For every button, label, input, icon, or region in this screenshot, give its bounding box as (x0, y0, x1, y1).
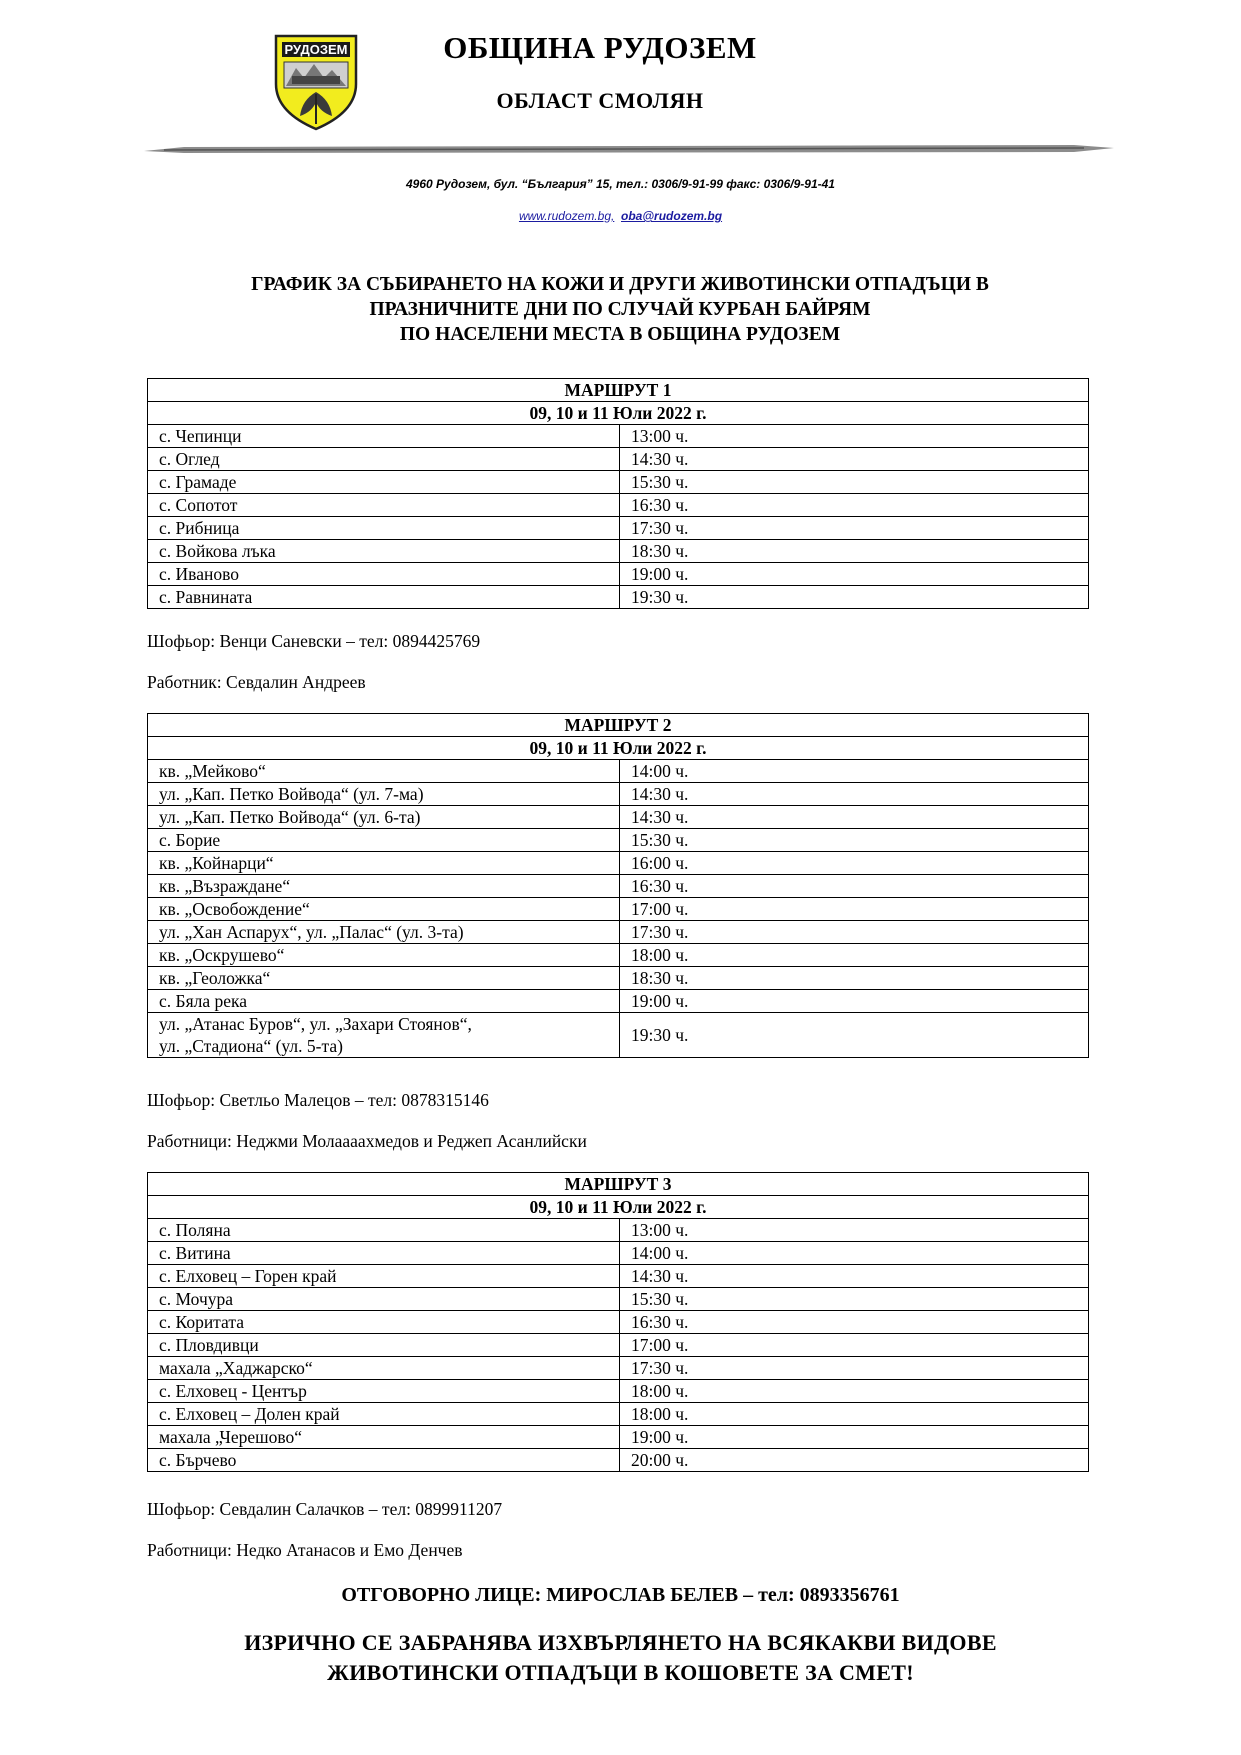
table-row (148, 1265, 1089, 1288)
stop-place: с. Мочура (148, 1288, 620, 1311)
route-name: МАРШРУТ 3 (148, 1173, 1089, 1196)
website-link[interactable]: www.rudozem.bg, (518, 209, 615, 223)
stop-time: 18:30 ч. (620, 540, 1089, 563)
table-row (148, 517, 1089, 540)
title-line-2: ПРАЗНИЧНИТЕ ДНИ ПО СЛУЧАЙ КУРБАН БАЙРЯМ (369, 299, 871, 320)
stop-time: 18:00 ч. (620, 1403, 1089, 1426)
contact-address: 4960 Рудозем, бул. “България” 15, тел.: 0306/9-91-99 факс: 0306/9-91-41 (406, 177, 835, 191)
table-row (148, 1288, 1089, 1311)
stop-time: 17:30 ч. (620, 921, 1089, 944)
stop-time: 20:00 ч. (620, 1449, 1089, 1472)
table-row (148, 1380, 1089, 1403)
stop-time: 14:00 ч. (620, 760, 1089, 783)
stop-place: с. Равнината (148, 586, 620, 609)
table-row (148, 494, 1089, 517)
stop-time: 19:30 ч. (620, 586, 1089, 609)
stop-place: с. Борие (148, 829, 620, 852)
stop-time: 17:30 ч. (620, 517, 1089, 540)
stop-place-line-1: ул. „Атанас Буров“, ул. „Захари Стоянов“, (159, 1014, 472, 1034)
table-row (148, 586, 1089, 609)
stop-time: 16:00 ч. (620, 852, 1089, 875)
title-line-3: ПО НАСЕЛЕНИ МЕСТА В ОБЩИНА РУДОЗЕМ (399, 324, 841, 345)
stop-time: 19:00 ч. (620, 563, 1089, 586)
stop-time: 14:30 ч. (620, 448, 1089, 471)
route-name: МАРШРУТ 2 (148, 714, 1089, 737)
table-row (148, 448, 1089, 471)
document-title (120, 272, 1120, 347)
contact-web (0, 209, 1241, 223)
table-row (148, 1449, 1089, 1472)
table-row (148, 875, 1089, 898)
route-dates: 09, 10 и 11 Юли 2022 г. (148, 1196, 1089, 1219)
stop-time: 17:00 ч. (620, 1334, 1089, 1357)
stop-place: кв. „Възраждане“ (148, 875, 620, 898)
table-row (148, 967, 1089, 990)
stop-place: кв. „Оскрушево“ (148, 944, 620, 967)
stop-time: 15:30 ч. (620, 829, 1089, 852)
stop-place: с. Пловдивци (148, 1334, 620, 1357)
stop-place: с. Бърчево (148, 1449, 620, 1472)
table-row (148, 1219, 1089, 1242)
route-1-table (147, 378, 1089, 609)
route-3-driver: Шофьор: Севдалин Салачков – тел: 0899911207 (147, 1499, 503, 1519)
stop-time: 15:30 ч. (620, 1288, 1089, 1311)
stop-place: с. Коритата (148, 1311, 620, 1334)
municipality-logo (272, 32, 360, 132)
table-row (148, 540, 1089, 563)
stop-place: с. Иваново (148, 563, 620, 586)
stop-place: с. Елховец – Долен край (148, 1403, 620, 1426)
route-dates: 09, 10 и 11 Юли 2022 г. (148, 737, 1089, 760)
table-row (148, 1426, 1089, 1449)
route-dates: 09, 10 и 11 Юли 2022 г. (148, 402, 1089, 425)
stop-time: 14:30 ч. (620, 806, 1089, 829)
stop-place: с. Бяла река (148, 990, 620, 1013)
table-row (148, 806, 1089, 829)
title-line-1: ГРАФИК ЗА СЪБИРАНЕТО НА КОЖИ И ДРУГИ ЖИВОТИНСКИ ОТПАДЪЦИ В (251, 274, 989, 295)
stop-place: кв. „Койнарци“ (148, 852, 620, 875)
stop-time: 15:30 ч. (620, 471, 1089, 494)
stop-time: 18:30 ч. (620, 967, 1089, 990)
warning-line-1: ИЗРИЧНО СЕ ЗАБРАНЯВА ИЗХВЪРЛЯНЕТО НА ВСЯКАКВИ ВИДОВЕ (244, 1630, 997, 1655)
stop-place: с. Елховец - Център (148, 1380, 620, 1403)
table-row (148, 1013, 1089, 1058)
table-row (148, 898, 1089, 921)
table-row (148, 852, 1089, 875)
stop-time: 16:30 ч. (620, 875, 1089, 898)
stop-time: 13:00 ч. (620, 1219, 1089, 1242)
table-row (148, 1311, 1089, 1334)
stop-place: с. Витина (148, 1242, 620, 1265)
table-row (148, 783, 1089, 806)
table-row (148, 1357, 1089, 1380)
logo-text: РУДОЗЕМ (284, 42, 348, 57)
table-row (148, 829, 1089, 852)
table-row (148, 425, 1089, 448)
table-row (148, 921, 1089, 944)
stop-time: 13:00 ч. (620, 425, 1089, 448)
stop-place: кв. „Освобождение“ (148, 898, 620, 921)
stop-place: ул. „Кап. Петко Войвода“ (ул. 7-ма) (148, 783, 620, 806)
stop-place: кв. „Геоложка“ (148, 967, 620, 990)
stop-place: ул. „Хан Аспарух“, ул. „Палас“ (ул. 3-та) (148, 921, 620, 944)
route-2-table (147, 713, 1089, 1058)
stop-place (148, 1013, 620, 1058)
table-row (148, 563, 1089, 586)
table-row (148, 990, 1089, 1013)
municipality-name: ОБЩИНА РУДОЗЕМ (443, 30, 757, 65)
table-row (148, 944, 1089, 967)
warning-line-2: ЖИВОТИНСКИ ОТПАДЪЦИ В КОШОВЕТЕ ЗА СМЕТ! (327, 1660, 914, 1685)
stop-place: махала „Хаджарско“ (148, 1357, 620, 1380)
table-row (148, 1403, 1089, 1426)
stop-place: с. Сопотот (148, 494, 620, 517)
stop-place-line-2: ул. „Стадиона“ (ул. 5-та) (159, 1036, 343, 1056)
region-name: ОБЛАСТ СМОЛЯН (496, 88, 704, 113)
stop-place: кв. „Мейково“ (148, 760, 620, 783)
stop-time: 18:00 ч. (620, 944, 1089, 967)
table-row (148, 760, 1089, 783)
stop-time: 14:30 ч. (620, 1265, 1089, 1288)
stop-time: 17:00 ч. (620, 898, 1089, 921)
route-3-table (147, 1172, 1089, 1472)
stop-time: 19:00 ч. (620, 1426, 1089, 1449)
warning-notice (0, 1628, 1241, 1688)
table-row (148, 1334, 1089, 1357)
stop-time: 18:00 ч. (620, 1380, 1089, 1403)
stop-time: 16:30 ч. (620, 494, 1089, 517)
stop-place: махала „Черешово“ (148, 1426, 620, 1449)
table-row (148, 1242, 1089, 1265)
stop-place: с. Грамаде (148, 471, 620, 494)
stop-time: 19:30 ч. (620, 1013, 1089, 1058)
header-divider (144, 142, 1114, 156)
stop-place: ул. „Кап. Петко Войвода“ (ул. 6-та) (148, 806, 620, 829)
stop-place: с. Чепинци (148, 425, 620, 448)
stop-time: 16:30 ч. (620, 1311, 1089, 1334)
route-2-driver: Шофьор: Светльо Малецов – тел: 0878315146 (147, 1090, 489, 1110)
stop-time: 14:30 ч. (620, 783, 1089, 806)
stop-time: 19:00 ч. (620, 990, 1089, 1013)
route-3-workers: Работници: Недко Атанасов и Емо Денчев (147, 1540, 463, 1560)
stop-place: с. Рибница (148, 517, 620, 540)
stop-time: 14:00 ч. (620, 1242, 1089, 1265)
route-2-workers: Работници: Неджми Молаааахмедов и Реджеп Асанлийски (147, 1131, 587, 1151)
stop-place: с. Поляна (148, 1219, 620, 1242)
stop-place: с. Войкова лъка (148, 540, 620, 563)
stop-place: с. Оглед (148, 448, 620, 471)
table-row (148, 471, 1089, 494)
responsible-person: ОТГОВОРНО ЛИЦЕ: МИРОСЛАВ БЕЛЕВ – тел: 0893356761 (341, 1584, 900, 1606)
stop-time: 17:30 ч. (620, 1357, 1089, 1380)
route-1-driver: Шофьор: Венци Саневски – тел: 0894425769 (147, 631, 481, 651)
route-name: МАРШРУТ 1 (148, 379, 1089, 402)
route-1-workers: Работник: Севдалин Андреев (147, 672, 366, 692)
email-link[interactable]: oba@rudozem.bg (621, 209, 723, 223)
stop-place: с. Елховец – Горен край (148, 1265, 620, 1288)
